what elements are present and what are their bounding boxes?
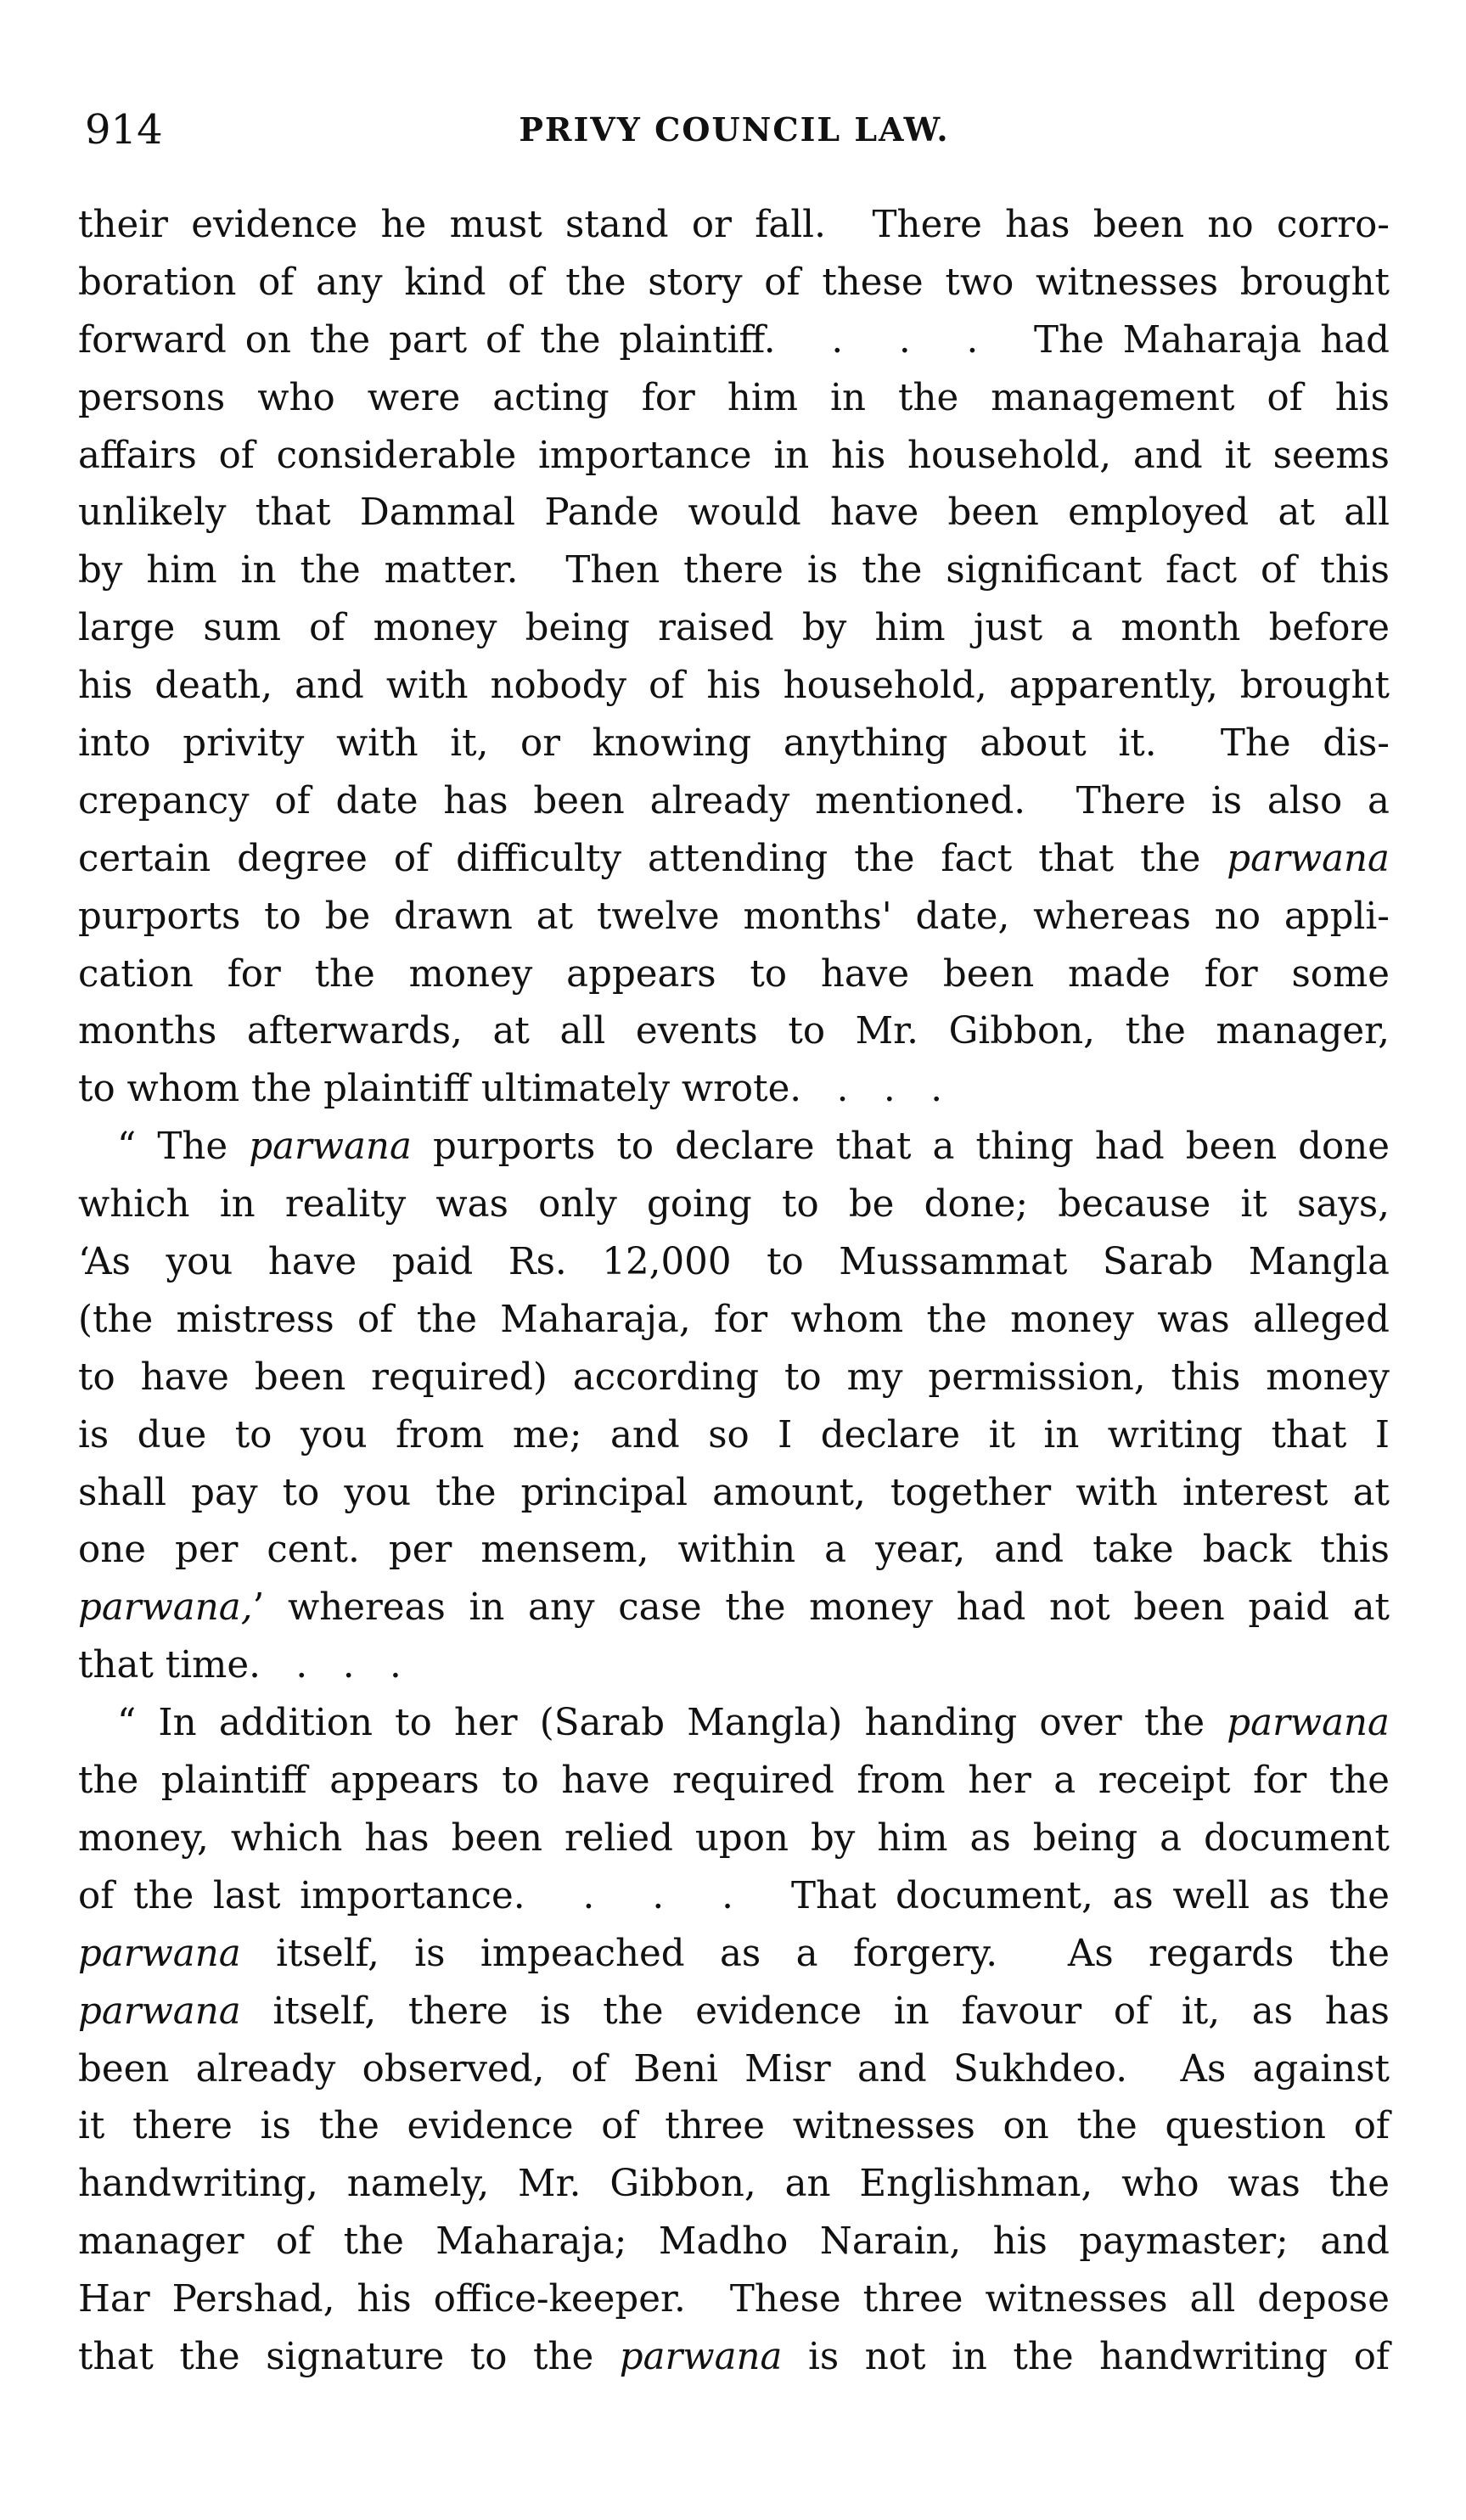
text-segment: their evidence he must stand or fall. There has been no corro- [78, 204, 1390, 246]
text-segment: is not in the handwriting of [782, 2335, 1390, 2378]
text-line [78, 1003, 1390, 1061]
text-line [78, 1522, 1390, 1580]
text-segment: affairs of considerable importance in his household, and it seems [78, 434, 1390, 477]
text-segment: that the signature to the [78, 2335, 620, 2378]
text-line [78, 1868, 1390, 1926]
text-segment: is due to you from me; and so I declare it in writing that I [78, 1413, 1390, 1456]
text-segment: crepancy of date has been already mentioned. There is also a [78, 779, 1390, 822]
text-segment: to whom the plaintiff ultimately wrote. . . . [78, 1068, 943, 1111]
text-segment: forward on the part of the plaintiff. . . . The Maharaja had [78, 318, 1390, 362]
text-line [78, 1637, 1390, 1695]
text-segment: purports to declare that a thing had been done [411, 1125, 1390, 1169]
text-line [78, 1234, 1390, 1292]
italic-term: parwana [78, 1990, 241, 2033]
text-segment: itself, there is the evidence in favour of it, as has [240, 1990, 1390, 2033]
text-segment: persons who were acting for him in the management of his [78, 376, 1390, 419]
text-segment: his death, and with nobody of his household, apparently, brought [78, 665, 1390, 708]
text-segment: itself, is impeached as a forgery. As regards the [240, 1932, 1390, 1975]
text-line [78, 1926, 1390, 1984]
italic-term: parwana [78, 1932, 241, 1975]
running-title: PRIVY COUNCIL LAW. [519, 110, 950, 149]
text-line [78, 1407, 1390, 1465]
body-text [78, 197, 1390, 2387]
text-line [78, 2329, 1390, 2387]
text-line [78, 1465, 1390, 1523]
text-segment: ‘As you have paid Rs. 12,000 to Mussammat Sarab Mangla [78, 1241, 1390, 1284]
text-segment: purports to be drawn at twelve months' date, whereas no appli- [78, 895, 1390, 938]
text-segment: large sum of money being raised by him just a month before [78, 607, 1390, 650]
text-line [78, 716, 1390, 773]
text-line [78, 889, 1390, 946]
italic-term: parwana [1227, 1702, 1390, 1745]
text-line [78, 831, 1390, 889]
text-segment: by him in the matter. Then there is the significant fact of this [78, 549, 1390, 592]
text-segment: (the mistress of the Maharaja, for whom the money was alleged [78, 1298, 1390, 1341]
text-segment: of the last importance. . . . That document, as well as the [78, 1874, 1390, 1917]
text-line [78, 485, 1390, 542]
text-segment: it there is the evidence of three witnesses on the question of [78, 2105, 1390, 2148]
text-line [78, 197, 1390, 255]
text-segment: the plaintiff appears to have required from her a receipt for the [78, 1760, 1390, 1803]
text-line [78, 542, 1390, 600]
text-line [78, 946, 1390, 1004]
text-line [78, 1984, 1390, 2041]
text-line [78, 1119, 1390, 1176]
text-line [78, 1350, 1390, 1407]
text-line [78, 600, 1390, 658]
text-line [78, 1061, 1390, 1119]
text-segment: unlikely that Dammal Pande would have been employed at all [78, 491, 1390, 535]
text-segment: months afterwards, at all events to Mr. Gibbon, the manager, [78, 1010, 1390, 1053]
italic-term: parwana, [78, 1586, 253, 1630]
text-segment: Har Pershad, his office-keeper. These three witnesses all depose [78, 2278, 1390, 2321]
text-line [78, 2156, 1390, 2214]
text-line [78, 370, 1390, 428]
text-segment: boration of any kind of the story of these two witnesses brought [78, 261, 1390, 304]
text-segment: shall pay to you the principal amount, together with interest at [78, 1471, 1390, 1514]
italic-term: parwana [619, 2335, 783, 2378]
text-line [78, 1753, 1390, 1810]
italic-term: parwana [249, 1125, 412, 1169]
text-line [78, 312, 1390, 370]
text-line [78, 658, 1390, 716]
text-segment: which in reality was only going to be done; because it says, [78, 1183, 1390, 1226]
text-line [78, 1695, 1390, 1753]
running-head [85, 100, 1384, 160]
text-segment: that time. . . . [78, 1644, 402, 1687]
text-segment: certain degree of difficulty attending the fact that the [78, 837, 1227, 880]
text-line [78, 2041, 1390, 2099]
text-line [78, 1580, 1390, 1637]
text-line [78, 2271, 1390, 2329]
text-segment: “ In addition to her (Sarab Mangla) handing over the [117, 1702, 1227, 1745]
text-segment: into privity with it, or knowing anything about it. The dis- [78, 722, 1390, 766]
text-line [78, 1176, 1390, 1234]
text-line [78, 428, 1390, 485]
text-segment: money, which has been relied upon by him as being a document [78, 1816, 1390, 1860]
italic-term: parwana [1227, 837, 1390, 880]
text-line [78, 773, 1390, 831]
text-line [78, 2098, 1390, 2156]
text-line [78, 1810, 1390, 1868]
text-line [78, 1292, 1390, 1350]
page-number: 914 [85, 106, 163, 154]
text-line [78, 255, 1390, 312]
text-segment: to have been required) according to my permission, this money [78, 1355, 1390, 1399]
text-segment: manager of the Maharaja; Madho Narain, his paymaster; and [78, 2220, 1390, 2264]
text-line [78, 2214, 1390, 2271]
text-segment: handwriting, namely, Mr. Gibbon, an Englishman, who was the [78, 2163, 1390, 2206]
text-segment: cation for the money appears to have been made for some [78, 952, 1390, 996]
text-segment: “ The [117, 1125, 250, 1169]
text-segment: one per cent. per mensem, within a year, and take back this [78, 1529, 1390, 1572]
text-segment: ’ whereas in any case the money had not been paid at [252, 1586, 1390, 1630]
text-segment: been already observed, of Beni Misr and Sukhdeo. As against [78, 2047, 1390, 2091]
